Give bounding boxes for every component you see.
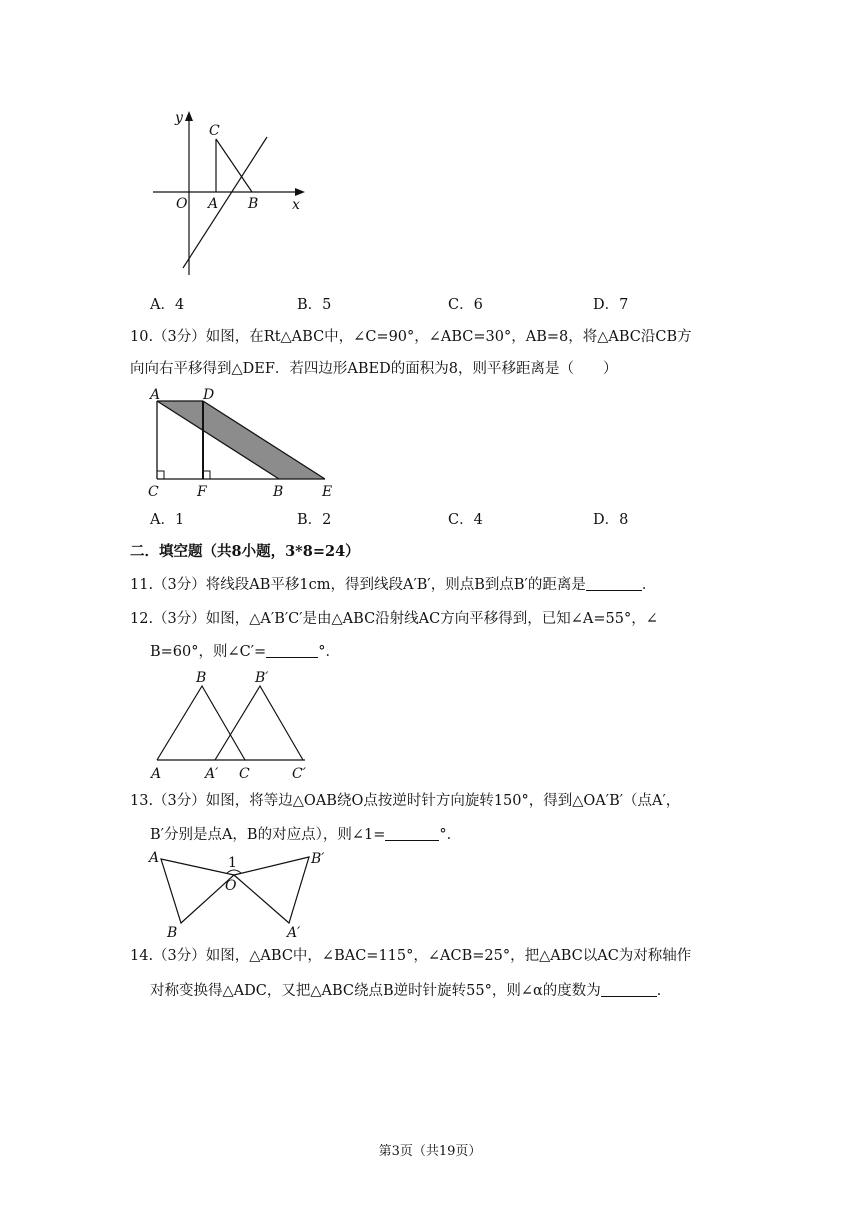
q9-label-y: y — [175, 110, 183, 126]
q9-option-b: B．5 — [297, 297, 332, 313]
q13-stem-end: B′分别是点A，B的对应点），则∠1= — [150, 827, 386, 843]
q9-option-c: C．6 — [448, 297, 483, 313]
q13-label-ap: A′ — [287, 925, 301, 940]
q13-text-line1: 13.（3分）如图，将等边△OAB绕O点按逆时针方向旋转150°，得到△OA′B′（点A′， — [130, 793, 681, 809]
q12-label-a: A — [151, 766, 162, 782]
q9-option-d: D．7 — [593, 297, 629, 313]
q13-label-b: B — [167, 925, 178, 940]
q13-answer-blank[interactable] — [385, 826, 439, 841]
q13-rotation-figure — [145, 845, 345, 940]
q12-answer-blank[interactable] — [266, 643, 318, 658]
q14-stem-end: 对称变换得△ADC，又把△ABC绕点B逆时针旋转55°，则∠α的度数为 — [150, 983, 601, 999]
q10-option-a: A．1 — [150, 512, 185, 528]
q12-text-line1: 12.（3分）如图，△A′B′C′是由△ABC沿射线AC方向平移得到，已知∠A=55°，∠ — [130, 611, 658, 627]
q13-text-line2 — [150, 824, 750, 846]
q13-label-bp: B′ — [311, 851, 325, 867]
q13-label-o: O — [225, 878, 237, 894]
q12-text-line2 — [150, 641, 750, 663]
q11-answer-blank[interactable] — [586, 576, 642, 591]
q9-coordinate-figure — [145, 105, 315, 280]
q10-label-b: B — [273, 484, 284, 500]
q14-text-line2 — [150, 980, 750, 1002]
q9-label-c: C — [209, 123, 220, 139]
q12-label-ap: A′ — [205, 766, 219, 782]
q13-tail: °． — [439, 827, 462, 843]
q11-text — [130, 574, 770, 596]
q14-answer-blank[interactable] — [601, 982, 657, 997]
q10-option-d: D．8 — [593, 512, 629, 528]
q12-label-bp: B′ — [255, 670, 269, 686]
q10-label-a: A — [150, 387, 161, 403]
page-footer: 第3页（共19页） — [378, 1144, 482, 1159]
q12-translation-figure — [145, 668, 345, 783]
q10-option-b: B．2 — [297, 512, 332, 528]
section-2-heading: 二．填空题（共8小题，3*8=24） — [130, 543, 360, 560]
q12-label-cp: C′ — [292, 766, 306, 782]
q9-label-x: x — [292, 197, 300, 213]
q10-option-c: C．4 — [448, 512, 483, 528]
q11-tail: ． — [641, 577, 657, 593]
q12-label-c: C — [239, 766, 250, 782]
q10-translation-figure — [145, 385, 345, 500]
q11-stem: 11.（3分）将线段AB平移1cm，得到线段A′B′，则点B到点B′的距离是 — [130, 577, 586, 593]
q10-label-e: E — [322, 484, 333, 500]
q9-label-a: A — [208, 196, 219, 212]
q14-tail: ． — [656, 983, 672, 999]
q9-option-a: A．4 — [150, 297, 185, 313]
q12-tail: °． — [318, 644, 340, 660]
q12-stem-end: B=60°，则∠C′= — [150, 644, 267, 660]
q12-label-b: B — [196, 670, 207, 686]
q9-label-b: B — [248, 196, 259, 212]
q10-label-c: C — [148, 484, 159, 500]
q10-label-f: F — [197, 484, 207, 500]
q10-text-line1: 10.（3分）如图，在Rt△ABC中，∠C=90°，∠ABC=30°，AB=8，将△ABC沿CB方 — [130, 329, 692, 345]
q13-label-1: 1 — [228, 855, 237, 871]
q14-text-line1: 14.（3分）如图，△ABC中，∠BAC=115°，∠ACB=25°，把△ABC以AC为对称轴作 — [130, 948, 692, 964]
q10-text-line2: 向向右平移得到△DEF．若四边形ABED的面积为8，则平移距离是（ ） — [130, 361, 618, 377]
q9-label-o: O — [176, 196, 188, 212]
q13-label-a: A — [149, 850, 160, 866]
q10-label-d: D — [203, 387, 215, 403]
